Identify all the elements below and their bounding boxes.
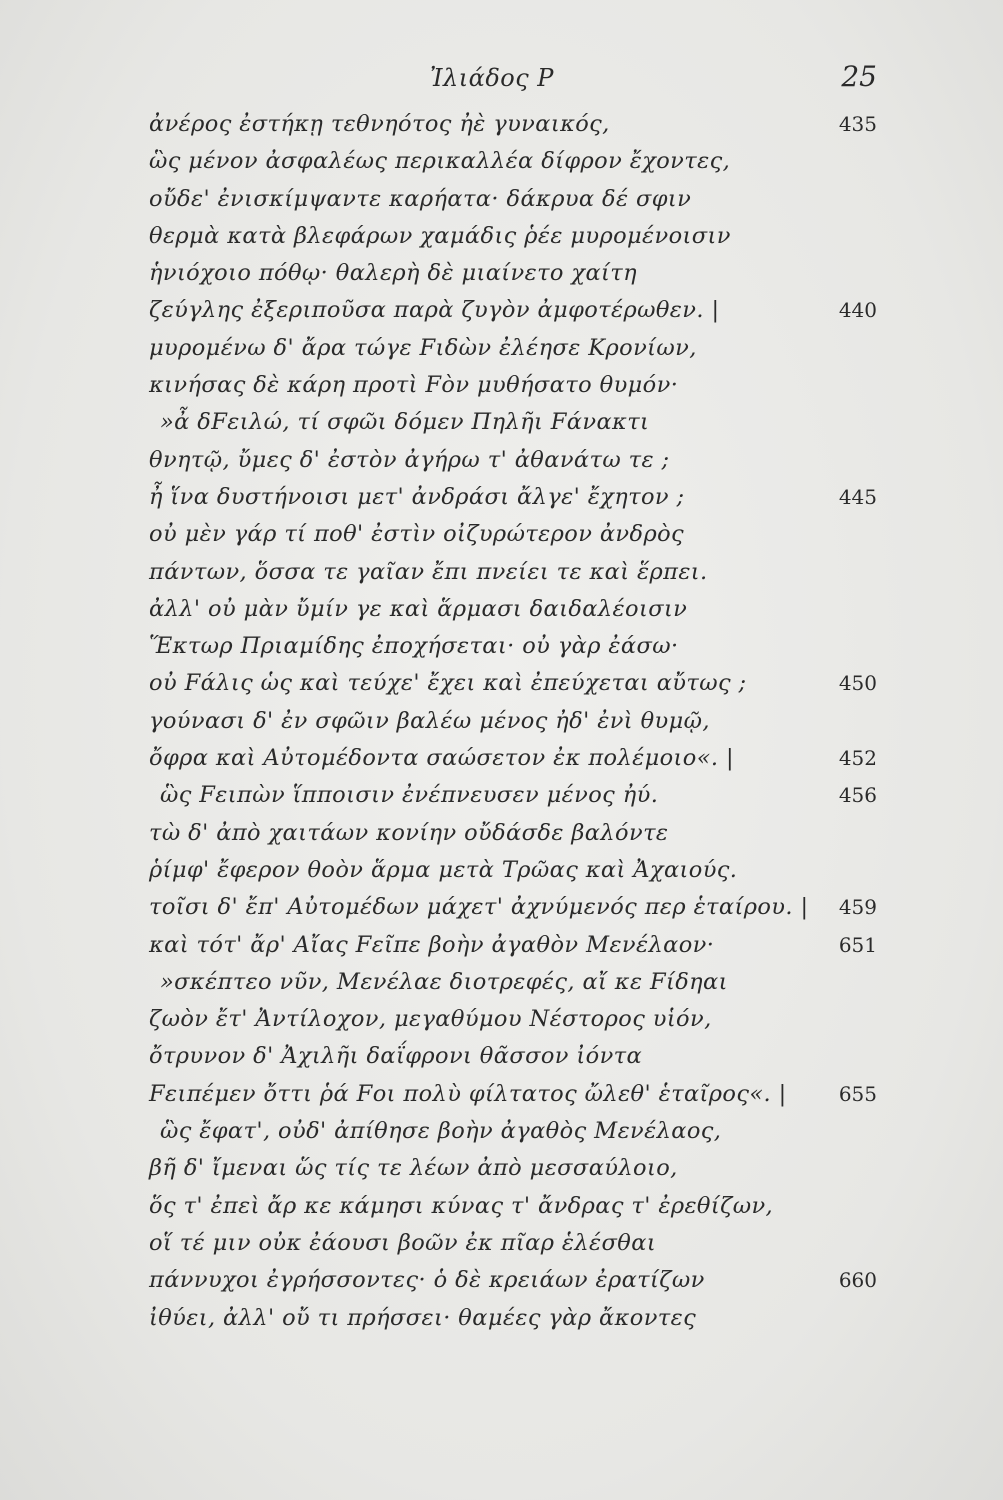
verse-line: [0, 740, 1003, 777]
verse-line: [0, 479, 1003, 516]
verse-text: τοῖσι δ' ἔπ' Αὐτομέδων μάχετ' ἀχνύμενός περ ἑταίρου. |: [149, 894, 809, 921]
verse-line: [0, 628, 1003, 665]
verse-line: [0, 1188, 1003, 1225]
verse-line: [0, 404, 1003, 441]
verse-text: καὶ τότ' ἄρ' Αἴας Fεῖπε βοὴν ἀγαθὸν Μενέλαον·: [149, 931, 715, 958]
verse-block: [0, 106, 1003, 1337]
verse-line: [0, 927, 1003, 964]
verse-line: [0, 1150, 1003, 1187]
verse-text: »ἆ δFειλώ, τί σφῶι δόμεν Πηλῆι Fάνακτι: [160, 409, 650, 436]
verse-text: ἦ ἵνα δυστήνοισι μετ' ἀνδράσι ἄλγε' ἔχητον ;: [149, 483, 685, 510]
verse-text: γούνασι δ' ἐν σφῶιν βαλέω μένος ἠδ' ἐνὶ θυμῷ,: [149, 707, 710, 734]
verse-line: [0, 181, 1003, 218]
verse-line: [0, 964, 1003, 1001]
verse-text: ζωὸν ἔτ' Ἀντίλοχον, μεγαθύμου Νέστορος υἱόν,: [149, 1006, 712, 1033]
verse-line: [0, 106, 1003, 143]
verse-line: [0, 777, 1003, 814]
verse-line: [0, 367, 1003, 404]
verse-text: Fειπέμεν ὄττι ῥά Fοι πολὺ φίλτατος ὤλεθ' ἑταῖρος«. |: [149, 1080, 787, 1107]
verse-line: [0, 815, 1003, 852]
verse-text: ῥίμφ' ἔφερον θοὸν ἅρμα μετὰ Τρῶας καὶ Ἀχαιούς.: [149, 856, 738, 883]
line-number: 450: [838, 671, 877, 696]
verse-text: οἵ τέ μιν οὐκ ἐάουσι βοῶν ἐκ πῖαρ ἑλέσθαι: [149, 1229, 657, 1256]
verse-text: τὼ δ' ἀπὸ χαιτάων κονίην οὔδάσδε βαλόντε: [149, 819, 669, 846]
verse-line: [0, 1038, 1003, 1075]
verse-line: [0, 1225, 1003, 1262]
line-number: 651: [838, 932, 877, 957]
verse-line: [0, 442, 1003, 479]
line-number: 459: [838, 895, 877, 920]
verse-text: πάννυχοι ἐγρήσσοντες· ὁ δὲ κρειάων ἐρατίζων: [149, 1267, 705, 1294]
verse-text: ἀλλ' οὐ μὰν ὔμίν γε καὶ ἅρμασι δαιδαλέοισιν: [149, 595, 688, 622]
verse-text: ὣς μένον ἀσφαλέως περικαλλέα δίφρον ἔχοντες,: [149, 148, 731, 175]
verse-line: [0, 1300, 1003, 1337]
verse-line: [0, 1262, 1003, 1299]
verse-line: [0, 292, 1003, 329]
line-number: 660: [838, 1268, 877, 1293]
verse-line: [0, 218, 1003, 255]
verse-text: ὣς ἔφατ', οὐδ' ἀπίθησε βοὴν ἀγαθὸς Μενέλαος,: [160, 1118, 722, 1145]
verse-line: [0, 665, 1003, 702]
verse-line: [0, 1076, 1003, 1113]
verse-line: [0, 889, 1003, 926]
verse-text: ὅς τ' ἐπεὶ ἄρ κε κάμησι κύνας τ' ἄνδρας τ' ἐρεθίζων,: [149, 1192, 774, 1219]
verse-line: [0, 1001, 1003, 1038]
page-number: 25: [841, 60, 877, 93]
running-title: Ἰλιάδος Ρ: [430, 64, 554, 92]
verse-line: [0, 591, 1003, 628]
verse-text: ἰθύει, ἀλλ' οὔ τι πρήσσει· θαμέες γὰρ ἄκοντες: [149, 1304, 697, 1331]
verse-line: [0, 330, 1003, 367]
verse-text: ἡνιόχοιο πόθῳ· θαλερὴ δὲ μιαίνετο χαίτη: [149, 260, 638, 287]
verse-line: [0, 516, 1003, 553]
line-number: 655: [838, 1081, 877, 1106]
verse-text: ὣς Fειπὼν ἵπποισιν ἐνέπνευσεν μένος ἠύ.: [160, 782, 659, 809]
verse-line: [0, 143, 1003, 180]
line-number: 452: [838, 746, 877, 771]
line-number: 440: [838, 298, 877, 323]
verse-line: [0, 1113, 1003, 1150]
verse-text: πάντων, ὅσσα τε γαῖαν ἔπι πνείει τε καὶ ἕρπει.: [149, 558, 708, 585]
line-number: 445: [838, 484, 877, 509]
verse-text: θερμὰ κατὰ βλεφάρων χαμάδις ῥέε μυρομένοισιν: [149, 222, 731, 249]
verse-text: ἀνέρος ἐστήκῃ τεθνηότος ἠὲ γυναικός,: [149, 111, 610, 137]
verse-text: ὄτρυνον δ' Ἀχιλῆι δαΐφρονι θᾶσσον ἰόντα: [149, 1043, 643, 1070]
verse-text: οὐ Fάλις ὡς καὶ τεύχε' ἔχει καὶ ἐπεύχεται αὔτως ;: [149, 670, 747, 697]
verse-text: μυρομένω δ' ἄρα τώγε Fιδὼν ἐλέησε Κρονίων,: [149, 334, 697, 361]
verse-text: Ἕκτωρ Πριαμίδης ἐποχήσεται· οὐ γὰρ ἐάσω·: [149, 633, 679, 660]
verse-line: [0, 852, 1003, 889]
verse-text: ὄφρα καὶ Αὐτομέδοντα σαώσετον ἐκ πολέμοιο«. |: [149, 745, 734, 772]
verse-text: οὔδε' ἐνισκίμψαντε καρήατα· δάκρυα δέ σφιν: [149, 185, 692, 212]
verse-line: [0, 255, 1003, 292]
verse-text: θνητῷ, ὔμες δ' ἐστὸν ἀγήρω τ' ἀθανάτω τε ;: [149, 446, 670, 473]
verse-text: ζεύγλης ἐξεριποῦσα παρὰ ζυγὸν ἀμφοτέρωθεν. |: [149, 297, 720, 324]
line-number: 456: [838, 783, 877, 808]
verse-line: [0, 554, 1003, 591]
verse-line: [0, 703, 1003, 740]
verse-text: »σκέπτεο νῦν, Μενέλαε διοτρεφές, αἴ κε Fίδηαι: [160, 968, 728, 995]
line-number: 435: [838, 112, 877, 136]
page-header: [0, 60, 1003, 100]
verse-text: κινήσας δὲ κάρη προτὶ Fὸν μυθήσατο θυμόν·: [149, 372, 679, 399]
verse-text: οὐ μὲν γάρ τί ποθ' ἐστὶν οἰζυρώτερον ἀνδρὸς: [149, 521, 685, 548]
verse-text: βῆ δ' ἴμεναι ὥς τίς τε λέων ἀπὸ μεσσαύλοιο,: [149, 1155, 678, 1182]
